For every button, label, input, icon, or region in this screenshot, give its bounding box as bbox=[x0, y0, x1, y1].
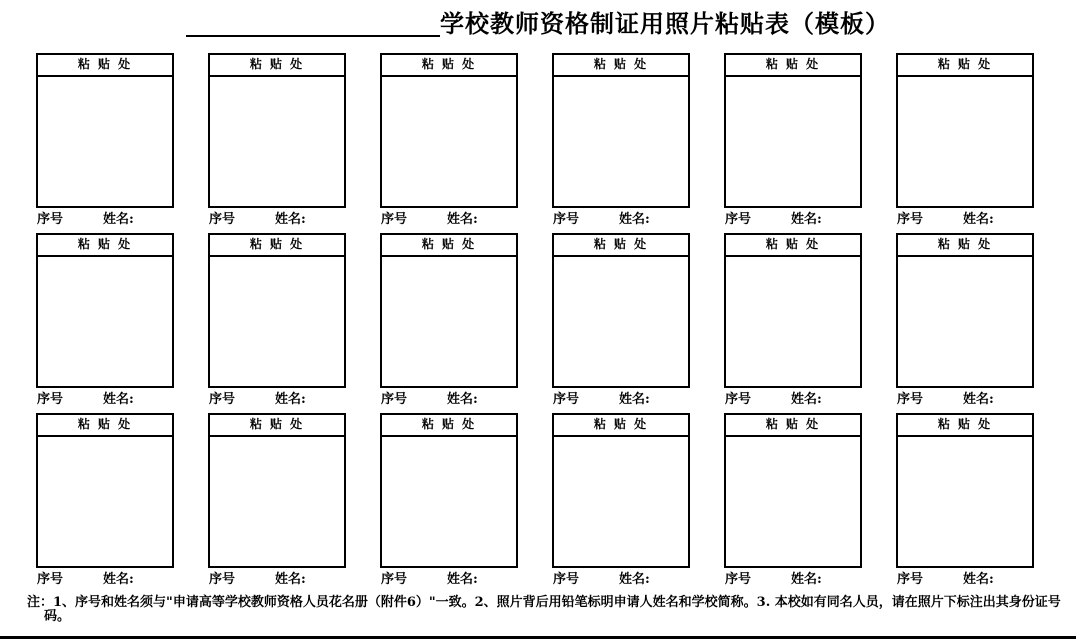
paste-area-header: 粘 贴 处 bbox=[38, 235, 172, 257]
photo-cell bbox=[552, 233, 690, 405]
photo-cell bbox=[208, 413, 346, 585]
photo-box bbox=[552, 233, 690, 388]
photo-paste-area bbox=[726, 77, 860, 206]
cell-labels bbox=[552, 570, 690, 585]
cell-labels bbox=[724, 570, 862, 585]
photo-box bbox=[380, 413, 518, 568]
photo-paste-area bbox=[382, 437, 516, 566]
photo-cell bbox=[380, 413, 518, 585]
serial-number-label: 序号 bbox=[725, 212, 752, 227]
photo-cell bbox=[724, 53, 862, 225]
paste-area-header: 粘 贴 处 bbox=[726, 55, 860, 77]
photo-cell bbox=[552, 413, 690, 585]
photo-paste-area bbox=[382, 257, 516, 386]
name-label: 姓名: bbox=[103, 212, 134, 227]
photo-cell bbox=[724, 233, 862, 405]
serial-number-label: 序号 bbox=[897, 572, 924, 587]
paste-area-header: 粘 贴 处 bbox=[554, 415, 688, 437]
photo-cell bbox=[36, 413, 174, 585]
photo-paste-area bbox=[554, 77, 688, 206]
photo-cell bbox=[896, 233, 1034, 405]
photo-box bbox=[552, 413, 690, 568]
photo-box bbox=[380, 233, 518, 388]
photo-paste-area bbox=[210, 437, 344, 566]
photo-cell bbox=[380, 233, 518, 405]
bottom-rule bbox=[0, 636, 1076, 639]
cell-labels bbox=[896, 210, 1034, 225]
photo-box bbox=[36, 53, 174, 208]
name-label: 姓名: bbox=[275, 212, 306, 227]
photo-cell bbox=[724, 413, 862, 585]
photo-cell bbox=[36, 53, 174, 225]
photo-cell bbox=[896, 53, 1034, 225]
paste-area-header: 粘 贴 处 bbox=[898, 55, 1032, 77]
paste-area-header: 粘 贴 处 bbox=[210, 235, 344, 257]
name-label: 姓名: bbox=[447, 392, 478, 407]
serial-number-label: 序号 bbox=[37, 572, 64, 587]
photo-cell bbox=[208, 53, 346, 225]
paste-area-header: 粘 贴 处 bbox=[898, 415, 1032, 437]
photo-box bbox=[896, 233, 1034, 388]
photo-paste-area bbox=[38, 437, 172, 566]
photo-box bbox=[208, 413, 346, 568]
serial-number-label: 序号 bbox=[209, 212, 236, 227]
name-label: 姓名: bbox=[791, 212, 822, 227]
paste-area-header: 粘 贴 处 bbox=[210, 55, 344, 77]
photo-paste-area bbox=[38, 257, 172, 386]
name-label: 姓名: bbox=[275, 572, 306, 587]
paste-area-header: 粘 贴 处 bbox=[554, 55, 688, 77]
photo-paste-area bbox=[554, 257, 688, 386]
paste-area-header: 粘 贴 处 bbox=[382, 235, 516, 257]
name-label: 姓名: bbox=[791, 572, 822, 587]
name-label: 姓名: bbox=[963, 392, 994, 407]
photo-box bbox=[208, 233, 346, 388]
paste-area-header: 粘 贴 处 bbox=[38, 415, 172, 437]
serial-number-label: 序号 bbox=[381, 392, 408, 407]
paste-area-header: 粘 贴 处 bbox=[382, 55, 516, 77]
photo-cell bbox=[896, 413, 1034, 585]
name-label: 姓名: bbox=[275, 392, 306, 407]
serial-number-label: 序号 bbox=[553, 392, 580, 407]
serial-number-label: 序号 bbox=[897, 392, 924, 407]
cell-labels bbox=[36, 210, 174, 225]
name-label: 姓名: bbox=[619, 392, 650, 407]
photo-box bbox=[380, 53, 518, 208]
serial-number-label: 序号 bbox=[37, 392, 64, 407]
name-label: 姓名: bbox=[619, 572, 650, 587]
photo-box bbox=[724, 233, 862, 388]
name-label: 姓名: bbox=[963, 572, 994, 587]
cell-labels bbox=[36, 390, 174, 405]
photo-cell bbox=[552, 53, 690, 225]
serial-number-label: 序号 bbox=[553, 212, 580, 227]
cell-labels bbox=[380, 390, 518, 405]
school-name-blank-line bbox=[186, 11, 440, 37]
photo-box bbox=[208, 53, 346, 208]
serial-number-label: 序号 bbox=[725, 572, 752, 587]
paste-area-header: 粘 贴 处 bbox=[382, 415, 516, 437]
photo-paste-area bbox=[726, 437, 860, 566]
photo-box bbox=[724, 53, 862, 208]
photo-cell bbox=[36, 233, 174, 405]
cell-labels bbox=[724, 390, 862, 405]
document-title-row bbox=[0, 10, 1076, 38]
photo-box bbox=[36, 233, 174, 388]
name-label: 姓名: bbox=[619, 212, 650, 227]
photo-paste-area bbox=[210, 77, 344, 206]
cell-labels bbox=[896, 570, 1034, 585]
serial-number-label: 序号 bbox=[381, 212, 408, 227]
paste-area-header: 粘 贴 处 bbox=[210, 415, 344, 437]
serial-number-label: 序号 bbox=[209, 572, 236, 587]
cell-labels bbox=[552, 210, 690, 225]
name-label: 姓名: bbox=[103, 392, 134, 407]
cell-labels bbox=[896, 390, 1034, 405]
serial-number-label: 序号 bbox=[209, 392, 236, 407]
cell-labels bbox=[36, 570, 174, 585]
photo-paste-area bbox=[898, 77, 1032, 206]
photo-paste-area bbox=[38, 77, 172, 206]
cell-labels bbox=[380, 210, 518, 225]
photo-paste-area bbox=[554, 437, 688, 566]
name-label: 姓名: bbox=[447, 572, 478, 587]
paste-area-header: 粘 贴 处 bbox=[726, 235, 860, 257]
cell-labels bbox=[208, 390, 346, 405]
cell-labels bbox=[552, 390, 690, 405]
name-label: 姓名: bbox=[963, 212, 994, 227]
photo-box bbox=[552, 53, 690, 208]
photo-paste-area bbox=[726, 257, 860, 386]
photo-cell bbox=[208, 233, 346, 405]
name-label: 姓名: bbox=[447, 212, 478, 227]
name-label: 姓名: bbox=[103, 572, 134, 587]
serial-number-label: 序号 bbox=[37, 212, 64, 227]
name-label: 姓名: bbox=[791, 392, 822, 407]
photo-paste-area bbox=[898, 257, 1032, 386]
cell-labels bbox=[380, 570, 518, 585]
paste-area-header: 粘 贴 处 bbox=[554, 235, 688, 257]
serial-number-label: 序号 bbox=[725, 392, 752, 407]
serial-number-label: 序号 bbox=[381, 572, 408, 587]
footnote: 注：1、序号和姓名须与"申请高等学校教师资格人员花名册（附件6）"一致。2、照片背后用铅笔标明申请人姓名和学校简称。3. 本校如有同名人员，请在照片下标注出其身份证号码。 bbox=[27, 595, 1061, 624]
serial-number-label: 序号 bbox=[553, 572, 580, 587]
photo-paste-area bbox=[210, 257, 344, 386]
photo-box bbox=[896, 413, 1034, 568]
paste-area-header: 粘 贴 处 bbox=[38, 55, 172, 77]
photo-grid bbox=[36, 53, 1034, 585]
paste-area-header: 粘 贴 处 bbox=[898, 235, 1032, 257]
photo-paste-area bbox=[382, 77, 516, 206]
cell-labels bbox=[724, 210, 862, 225]
photo-box bbox=[896, 53, 1034, 208]
paste-area-header: 粘 贴 处 bbox=[726, 415, 860, 437]
page-title: 学校教师资格制证用照片粘贴表（模板） bbox=[440, 9, 890, 38]
photo-cell bbox=[380, 53, 518, 225]
cell-labels bbox=[208, 210, 346, 225]
photo-paste-area bbox=[898, 437, 1032, 566]
photo-box bbox=[36, 413, 174, 568]
serial-number-label: 序号 bbox=[897, 212, 924, 227]
cell-labels bbox=[208, 570, 346, 585]
photo-box bbox=[724, 413, 862, 568]
